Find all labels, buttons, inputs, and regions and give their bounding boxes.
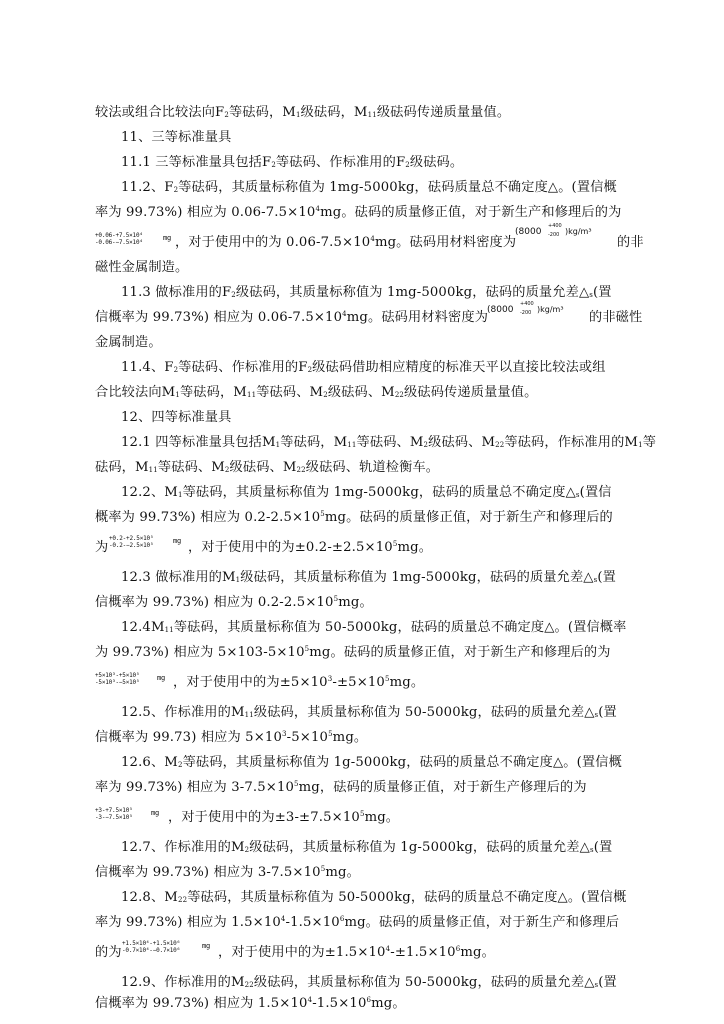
text-line-19: 12.3 做标准用的$M_1$级砝码，其质量标称值为 1mg-5000kg，砝码的质量允差$\triangle_s$(置: [121, 570, 616, 585]
text-line-12: 合比较法向$M_1$等砝码，$M_{11}$等砝码、$M_2$级砝码、$M_{22}$级砝码传递质量量值。: [95, 385, 538, 400]
text-line-9: 信概率为 99.73%) 相应为 $0.06-7.5\times 10^4mg$。砝码用材料密度为: [95, 310, 489, 325]
text-line-10: 金属制造。: [95, 335, 162, 350]
text-line-33-start: 的为: [95, 945, 122, 960]
text-line-26: 12.6、$M_2$等砝码，其质量标称值为 1g-5000kg，砝码的质量总不确定度△。(置信概: [121, 755, 622, 770]
text-line-25: 信概率为 99.73) 相应为 $5\times 10^3-5\times 10^5mg$。: [95, 730, 368, 745]
text-line-6: ，对于使用中的为 $0.06-7.5\times 10^4mg$。砝码用材料密度为: [175, 235, 517, 250]
correction-formula-2: +0.2-+2.5×10⁵ -0.2-−2.5×10⁵ mg: [109, 535, 182, 549]
text-line-29: 12.7、作标准用的$M_2$级砝码，其质量标称值为 1g-5000kg，砝码的质量允差$\triangle_s$(置: [121, 840, 613, 855]
text-line-31: 12.8、$M_{22}$等砝码，其质量标称值为 50-5000kg，砝码的质量总不确定度△。(置信概: [121, 890, 627, 905]
density-formula-1: (8000 +400 -200 )kg/m³: [515, 223, 592, 238]
text-line-1: 较法或组合比较法向$F_2$等砝码，$M_1$级砝码，$M_{11}$级砝码传递质量量值。: [95, 105, 511, 120]
correction-formula-1: +0.06-+7.5×10⁴ -0.06-−7.5×10⁴ mg: [95, 232, 172, 246]
text-line-14: 12.1 四等标准量具包括$M_1$等砝码，$M_{11}$等砝码、$M_2$级砝码、$M_{22}$等砝码，作标准用的$M_1$等: [121, 435, 657, 450]
text-line-28: ，对于使用中的为$\pm 3-\pm 7.5\times 10^5mg$。: [168, 810, 400, 825]
text-line-4: 11.2、$F_2$等砝码，其质量标称值为 1mg-5000kg，砝码质量总不确定度△。(置信概: [121, 180, 617, 195]
correction-formula-5: +1.5×10⁴-+1.5×10⁶ -0.7×10⁴-−0.7×10⁶ mg: [122, 940, 211, 954]
text-line-33: ，对于使用中的为$\pm 1.5\times 10^4-\pm 1.5\times 10^6mg$。: [218, 945, 495, 960]
text-line-35: 信概率为 99.73%) 相应为 $1.5\times 10^4-1.5\times 10^6mg$。: [95, 996, 406, 1011]
correction-formula-4: +3-+7.5×10⁵ -3-−7.5×10⁵ mg: [95, 807, 160, 821]
text-line-5: 率为 99.73%) 相应为 $0.06-7.5\times 10^4mg$。砝码的质量修正值，对于新生产和修理后的为: [95, 205, 622, 220]
text-line-34: 12.9、作标准用的$M_{22}$级砝码，其质量标称值为 50-5000kg，砝码的质量允差$\triangle_s$(置: [121, 975, 617, 990]
text-line-24: 12.5、作标准用的$M_{11}$级砝码，其质量标称值为 50-5000kg，砝码的质量允差$\triangle_s$(置: [121, 705, 617, 720]
density-formula-2: (8000 +400 -200 )kg/m³: [487, 301, 564, 316]
text-line-15: 砝码，$M_{11}$等砝码、$M_2$级砝码、$M_{22}$级砝码、轨道检衡车。: [95, 460, 440, 475]
text-line-23: ，对于使用中的为$\pm 5\times 10^3-\pm 5\times 10^5mg$。: [173, 675, 425, 690]
text-line-11: 11.4、$F_2$等砝码、作标准用的$F_2$级砝码借助相应精度的标准天平以直接比较法或组: [121, 360, 606, 375]
section-heading-11: 11、三等标准量具: [121, 130, 232, 145]
text-line-32: 率为 99.73%) 相应为 $1.5\times 10^4-1.5\times 10^6mg$。砝码的质量修正值，对于新生产和修理后: [95, 915, 620, 930]
text-line-17: 概率为 99.73%) 相应为 $0.2-2.5\times 10^5mg$。砝码的质量修正值，对于新生产和修理后的: [95, 510, 613, 525]
text-line-18-start: 为: [95, 540, 109, 555]
text-line-9-end: 的非磁性: [589, 310, 643, 325]
text-line-8: 11.3 做标准用的$F_2$级砝码，其质量标称值为 1mg-5000kg，砝码的质量允差$\triangle_s$(置: [121, 285, 612, 300]
text-line-21: $12.4M_{11}$等砝码，其质量标称值为 50-5000kg，砝码的质量总不确定度△。(置信概率: [121, 620, 627, 635]
text-line-30: 信概率为 99.73%) 相应为 $3-7.5\times 10^5mg$。: [95, 865, 360, 880]
text-line-20: 信概率为 99.73%) 相应为 $0.2-2.5\times 10^5mg$。: [95, 595, 373, 610]
text-line-3: 11.1 三等标准量具包括$F_2$等砝码、作标准用的$F_2$级砝码。: [121, 155, 464, 170]
text-line-22: 为 99.73%) 相应为 $5\times 103-5\times 10^5mg$。砝码的质量修正值，对于新生产和修理后的为: [95, 645, 611, 660]
text-line-18: ，对于使用中的为$\pm 0.2-\pm 2.5\times 10^5mg$。: [188, 540, 433, 555]
text-line-16: 12.2、$M_1$等砝码，其质量标称值为 1mg-5000kg，砝码的质量总不确定度$\triangle_s$(置信: [121, 485, 612, 500]
correction-formula-3: +5×10³-+5×10⁵ -5×10³-−5×10⁵ mg: [95, 672, 166, 686]
text-line-37: [95, 1014, 162, 1016]
text-line-6-end: 的非: [617, 235, 644, 250]
text-line-7: 磁性金属制造。: [95, 260, 189, 275]
section-heading-12: 12、四等标准量具: [121, 410, 232, 425]
text-line-27: 率为 99.73%) 相应为 $3-7.5\times 10^5mg$，砝码的质量修正值，对于新生产修理后的为: [95, 780, 587, 795]
